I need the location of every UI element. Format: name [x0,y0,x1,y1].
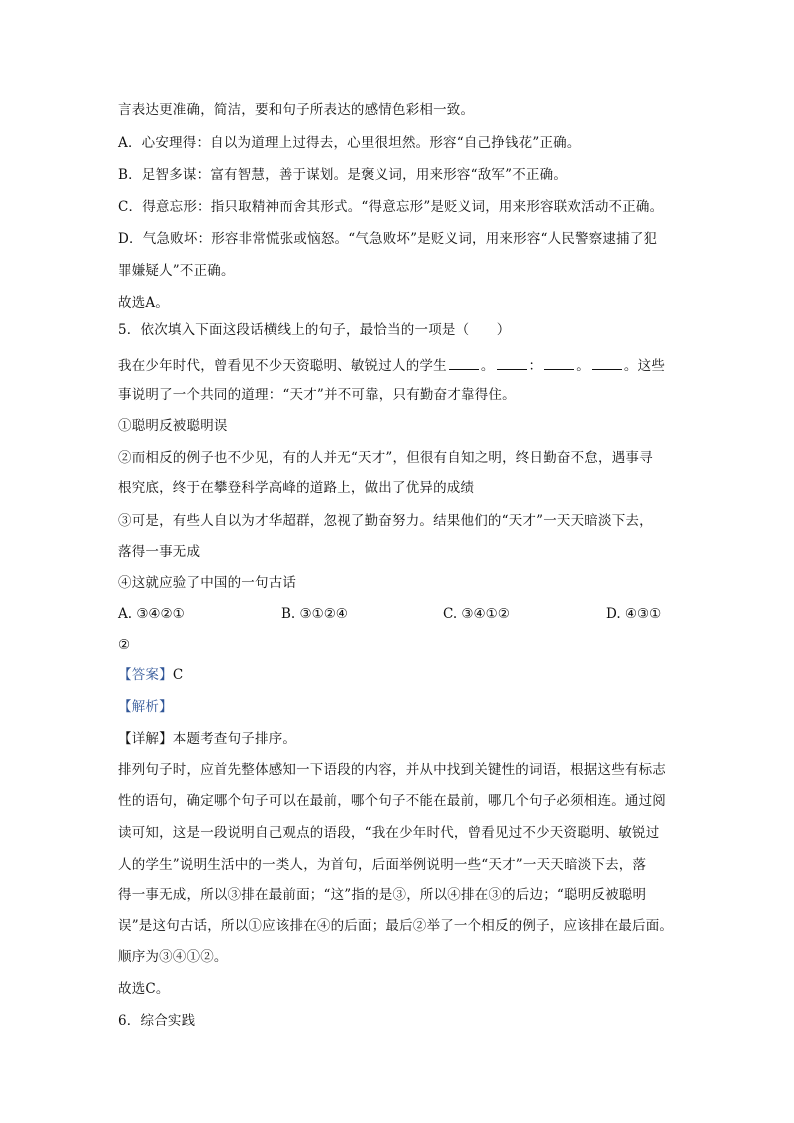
conclusion-line: 故选C。 [118,981,170,997]
text-line: ② [118,637,131,653]
blank-line [544,356,574,370]
explanation-line: 顺序为③④①②。 [118,949,228,965]
explanation-line: 排列句子时，应首先整体感知一下语段的内容，并从中找到关键性的词语，根据这些有标志 [118,762,666,778]
explanation-line: 得一事无成，所以③排在最前面；“这”指的是③，所以④排在③的后边；“聪明反被聪明 [118,887,647,903]
sentence-1: ①聪明反被聪明误 [118,418,228,434]
option-a-explanation: A．心安理得：自以为道理上过得去，心里很坦然。形容“自己挣钱花”正确。 [118,135,581,151]
sentence-part: 。这些 [623,358,666,374]
option-b-explanation: B．足智多谋：富有智慧，善于谋划。是褒义词，用来形容“敌军”不正确。 [118,167,568,183]
option-d: D. ④③① [606,606,662,622]
sentence-2: ②而相反的例子也不少见，有的人并无“天才”，但很有自知之明，终日勤奋不怠，遇事寻 [118,450,653,466]
option-a: A. ③④②① [118,606,185,622]
answer-label: 【答案】 [118,667,173,683]
question-6-title: 6．综合实践 [118,1013,196,1029]
punctuation: 。 [576,358,590,374]
explanation-line: 误”是这句古话，所以①应该排在④的后面；最后②举了一个相反的例子，应该排在最后面。 [118,918,674,934]
text-line: 言表达更准确，简洁，要和句子所表达的感情色彩相一致。 [118,102,475,118]
sentence-4: ④这就应验了中国的一句古话 [118,575,297,591]
text-line: 罪嫌疑人”不正确。 [118,263,235,279]
conclusion-line: 故选A。 [118,295,170,311]
answer-value: C [172,667,184,683]
option-d-explanation: D．气急败坏：形容非常慌张或恼怒。“气急败坏”是贬义词，用来形容“人民警察逮捕了犯 [118,231,658,247]
blank-line [497,356,527,370]
answer-line [118,666,183,684]
explanation-line: 人的学生”说明生活中的一类人，为首句，后面举例说明一些“天才”一天天暗淡下去，落 [118,857,647,873]
option-b: B. ③①②④ [281,606,348,622]
text-line: 事说明了一个共同的道理：“天才”并不可靠，只有勤奋才靠得住。 [118,387,516,403]
detail-heading: 【详解】本题考查句子排序。 [118,731,297,747]
explanation-line: 读可知，这是一段说明自己观点的语段，“我在少年时代，曾看见过不少天资聪明、敏锐过 [118,825,660,841]
sentence-part: 我在少年时代，曾看见不少天资聪明、敏锐过人的学生 [118,358,447,374]
option-c: C. ③④①② [443,606,510,622]
option-c-explanation: C．得意忘形：指只取精神而舍其形式。“得意忘形”是贬义词，用来形容联欢活动不正确。 [118,199,664,215]
text-line: 落得一事无成 [118,544,201,560]
text-line: 根究底，终于在攀登科学高峰的道路上，做出了优异的成绩 [118,480,475,496]
fill-blank-sentence [118,356,665,375]
punctuation: ： [528,358,543,374]
blank-line [449,356,479,370]
sentence-3: ③可是，有些人自以为才华超群，忽视了勤奋努力。结果他们的“天才”一天天暗淡下去， [118,513,653,529]
blank-line [592,356,622,370]
question-5-title: 5．依次填入下面这段话横线上的句子，最恰当的一项是（ ） [118,322,511,338]
analysis-label: 【解析】 [118,699,173,715]
explanation-line: 性的语句，确定哪个句子可以在最前，哪个句子不能在最前，哪几个句子必须相连。通过阅 [118,793,666,809]
punctuation: 。 [480,358,495,374]
